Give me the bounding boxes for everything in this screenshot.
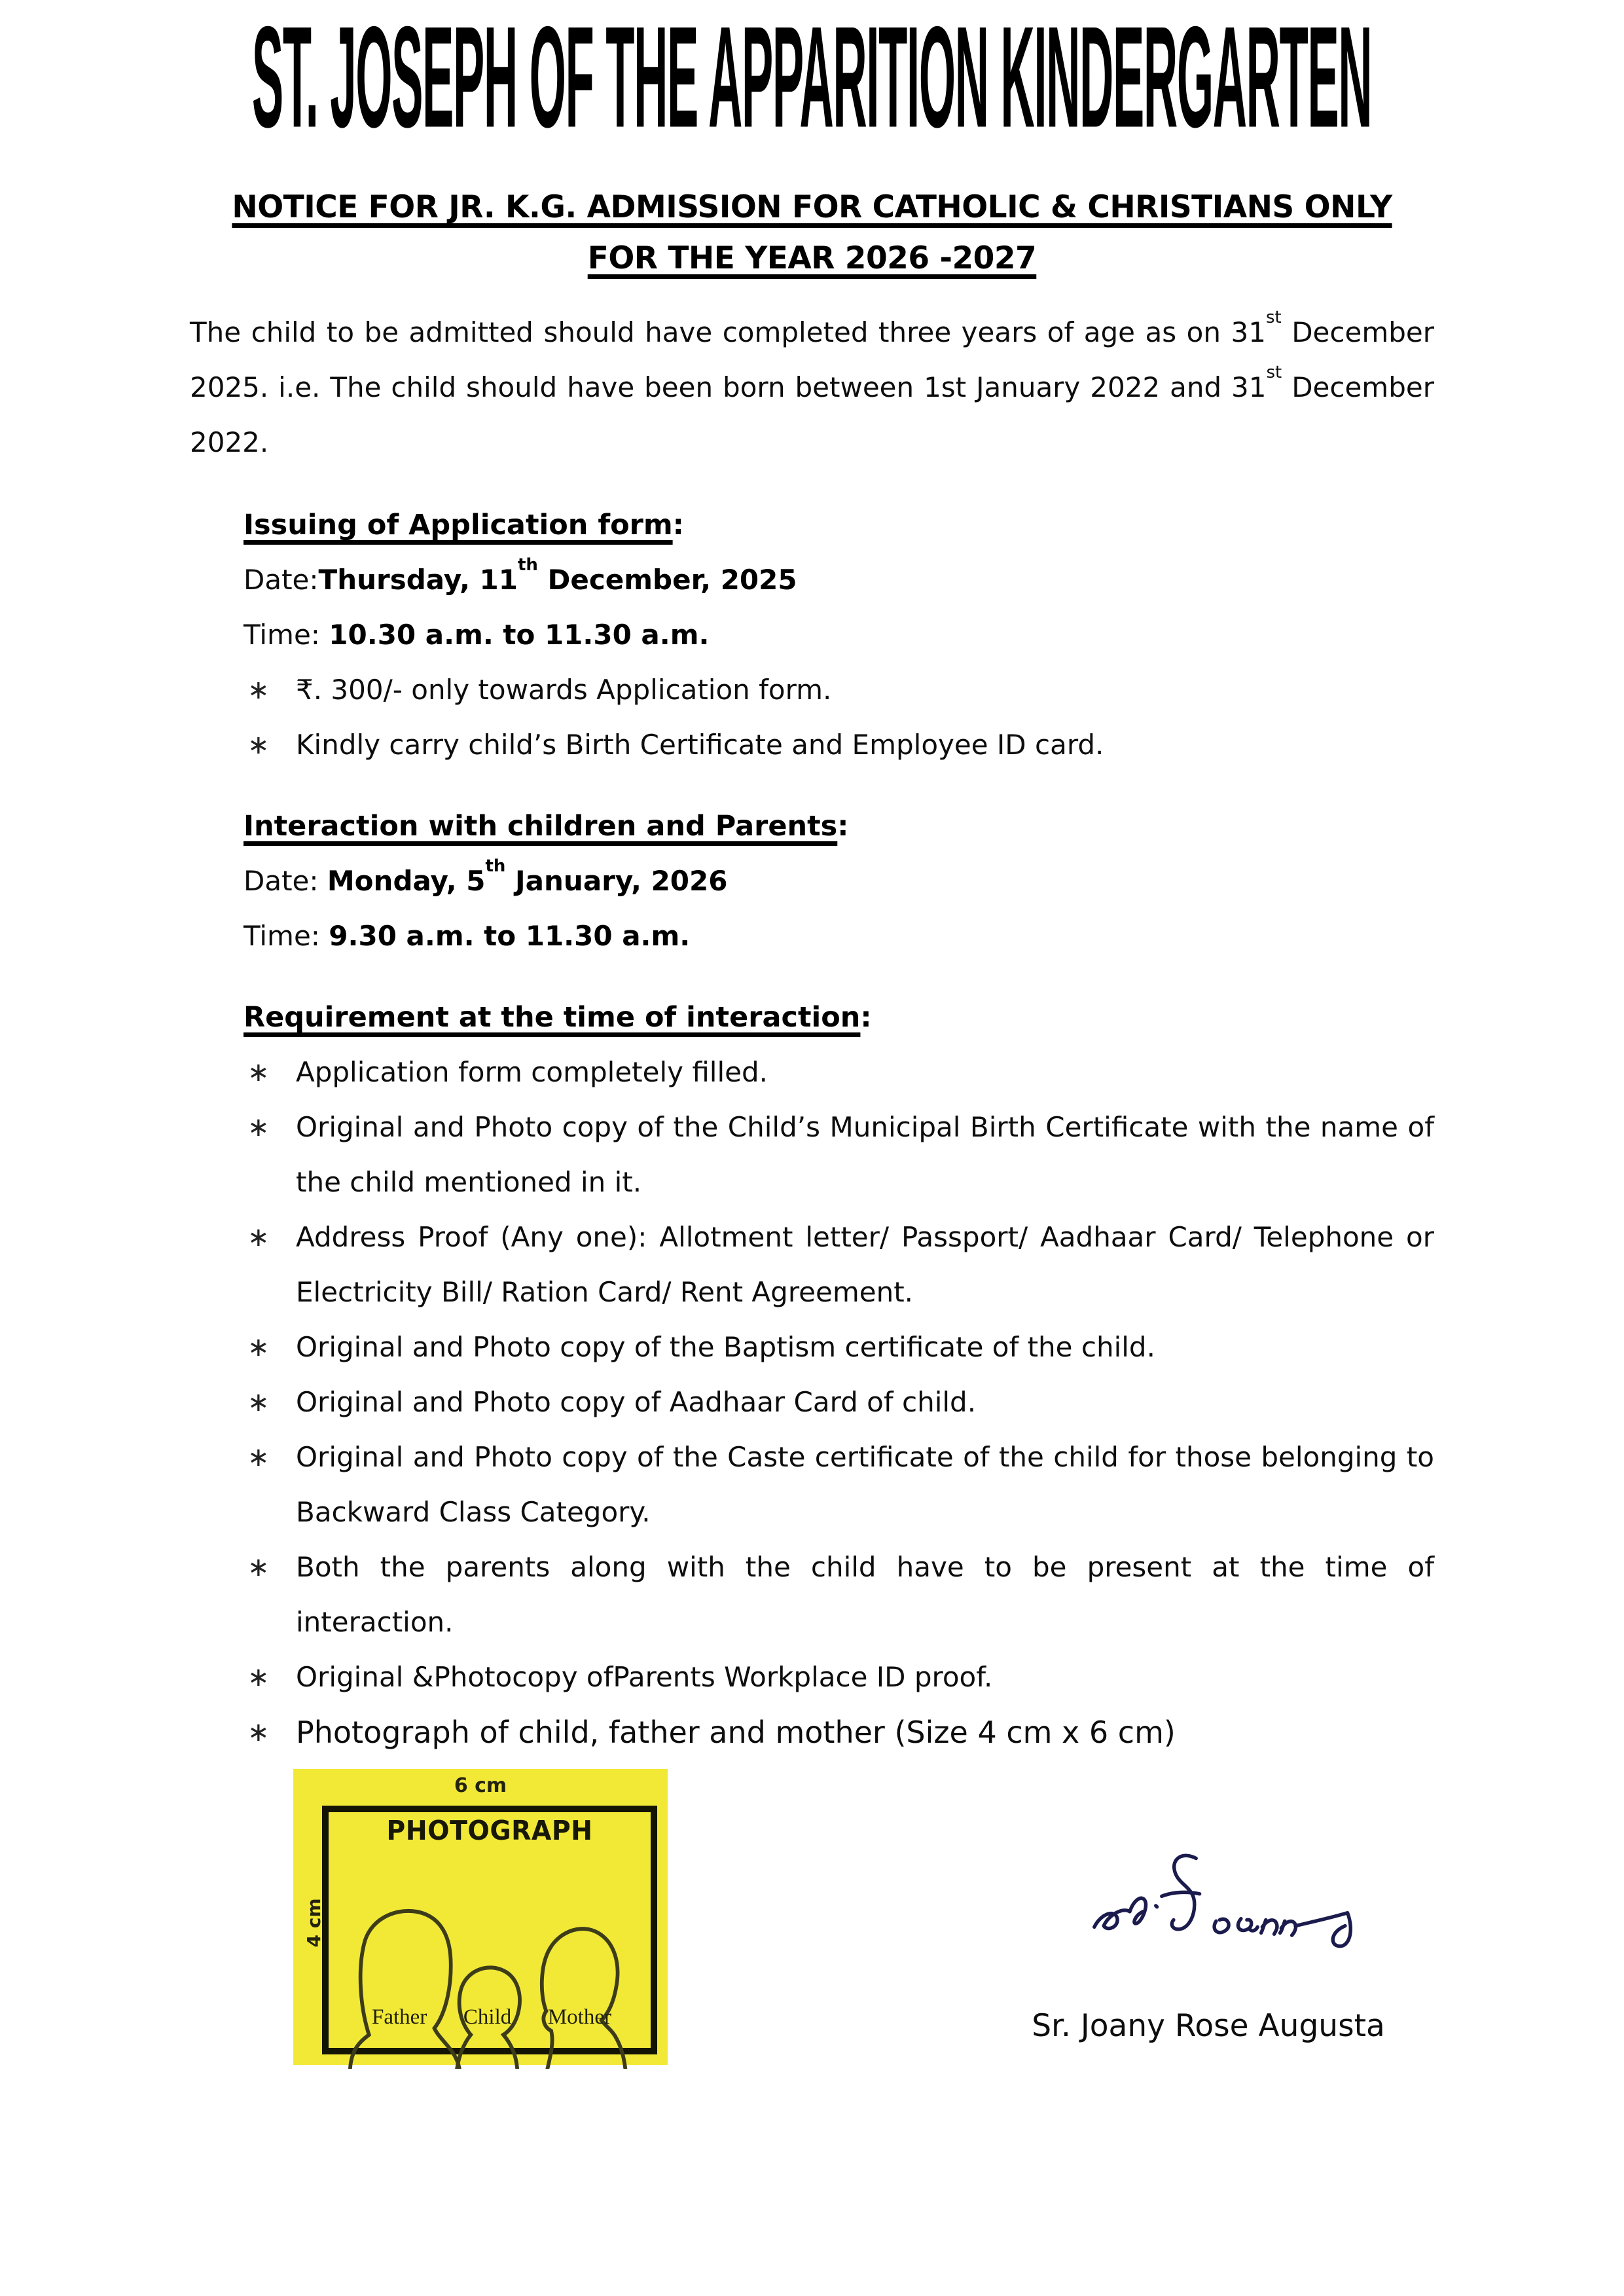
photo-width-label: 6 cm [454,1774,507,1797]
date-value: January, 2026 [505,865,728,897]
intro-text: The child to be admitted should have completed three years of age as on 31 [190,316,1266,348]
date-label: Date: [244,564,319,596]
requirement-heading-text: Requirement at the time of interaction [244,1001,861,1034]
child-label: Child [463,2005,512,2029]
list-item [190,1375,1434,1430]
signature-block [983,1769,1434,2044]
time-value: 9.30 a.m. to 11.30 a.m. [329,920,691,952]
list-item [190,718,1434,773]
bullet-text: Original and Photo copy of the Baptism certificate of the child. [296,1331,1155,1363]
signatory-name: Sr. Joany Rose Augusta [1032,2008,1385,2044]
issuing-time-line [190,608,1434,663]
date-value: Monday, 5 [327,865,486,897]
interaction-time-line [190,909,1434,964]
asterisk-bullet-icon: ∗ [247,1442,270,1472]
bullet-text: Kindly carry child’s Birth Certificate and Employee ID card. [296,729,1104,761]
issuing-heading-text: Issuing of Application form [244,509,673,541]
list-item [190,1100,1434,1210]
family-silhouettes-image [333,1853,647,2069]
school-banner [0,0,1624,158]
bullet-text: ₹. 300/- only towards Application form. [296,674,832,706]
bullet-text: Photograph of child, father and mother (Size 4 cm x 6 cm) [296,1715,1176,1750]
interaction-date-line [190,854,1434,909]
issuing-heading [190,498,1434,553]
bullet-text: Original and Photo copy of Aadhaar Card of child. [296,1386,977,1418]
notice-title [190,182,1434,284]
list-item [190,1650,1434,1705]
bullet-text: Original and Photo copy of the Child’s Municipal Birth Certificate with the name of the child mentioned in it. [296,1111,1434,1198]
bottom-row [0,1769,1624,2065]
asterisk-bullet-icon: ∗ [247,1222,270,1252]
bullet-text: Original and Photo copy of the Caste certificate of the child for those belonging to Backward Class Category. [296,1441,1434,1528]
heading-colon: : [672,509,684,541]
bullet-text: Address Proof (Any one): Allotment letter/ Passport/ Aadhaar Card/ Telephone or Electricity Bill/ Ration Card/ Rent Agreement. [296,1221,1434,1308]
intro-paragraph [190,305,1434,470]
ordinal-superscript: st [1265,307,1282,327]
ordinal-superscript: th [485,856,506,876]
father-label: Father [372,2005,427,2029]
mother-silhouette-icon [542,1929,626,2069]
asterisk-bullet-icon: ∗ [247,1552,270,1582]
requirement-heading [190,990,1434,1045]
list-item [190,1540,1434,1650]
school-name-title: ST. JOSEPH OF THE APPARITION KINDERGARTEN [252,0,1372,158]
time-label: Time: [244,619,329,651]
date-value: December, 2025 [537,564,797,596]
list-item [190,1430,1434,1540]
bullet-text: Original &Photocopy ofParents Workplace ID proof. [296,1661,993,1693]
photo-frame [322,1806,657,2054]
issuing-date-line [190,553,1434,608]
heading-colon: : [860,1001,872,1034]
bullet-text: Both the parents along with the child have to be present at the time of interaction. [296,1551,1434,1638]
interaction-heading [190,799,1434,854]
ordinal-superscript: th [517,555,538,575]
section-issuing [190,498,1434,773]
asterisk-bullet-icon: ∗ [247,1112,270,1142]
asterisk-bullet-icon: ∗ [247,1387,270,1417]
heading-colon: : [837,810,849,843]
list-item [190,1045,1434,1100]
photo-sample-figure [293,1769,668,2065]
photograph-caption: PHOTOGRAPH [386,1815,593,1846]
section-requirement [190,990,1434,1760]
list-item-photograph [190,1705,1434,1760]
father-silhouette-icon [350,1911,460,2069]
asterisk-bullet-icon: ∗ [247,730,270,760]
section-interaction [190,799,1434,964]
photo-height-label: 4 cm [303,1898,325,1948]
ordinal-superscript: st [1266,362,1282,382]
interaction-heading-text: Interaction with children and Parents [244,810,838,843]
intro-text: December 2025. i.e. The child should have been born between 1st January 2022 and 31 [190,316,1434,403]
date-label: Date: [244,865,327,897]
mother-label: Mother [547,2005,611,2029]
asterisk-bullet-icon: ∗ [247,1717,270,1747]
bullet-text: Application form completely filled. [296,1056,768,1088]
time-label: Time: [244,920,329,952]
list-item [190,663,1434,718]
asterisk-bullet-icon: ∗ [247,1057,270,1087]
notice-title-line1: NOTICE FOR JR. K.G. ADMISSION FOR CATHOLIC & CHRISTIANS ONLY [232,189,1392,225]
intro-text: December 2022. [190,371,1434,458]
notice-title-line2: FOR THE YEAR 2026 -2027 [587,240,1037,276]
asterisk-bullet-icon: ∗ [247,1332,270,1362]
date-value: Thursday, 11 [318,564,518,596]
list-item [190,1210,1434,1320]
asterisk-bullet-icon: ∗ [247,1662,270,1692]
signature-image [1071,1837,1385,1991]
time-value: 10.30 a.m. to 11.30 a.m. [329,619,710,651]
photo-labels-row [329,2005,651,2030]
list-item [190,1320,1434,1375]
asterisk-bullet-icon: ∗ [247,675,270,705]
